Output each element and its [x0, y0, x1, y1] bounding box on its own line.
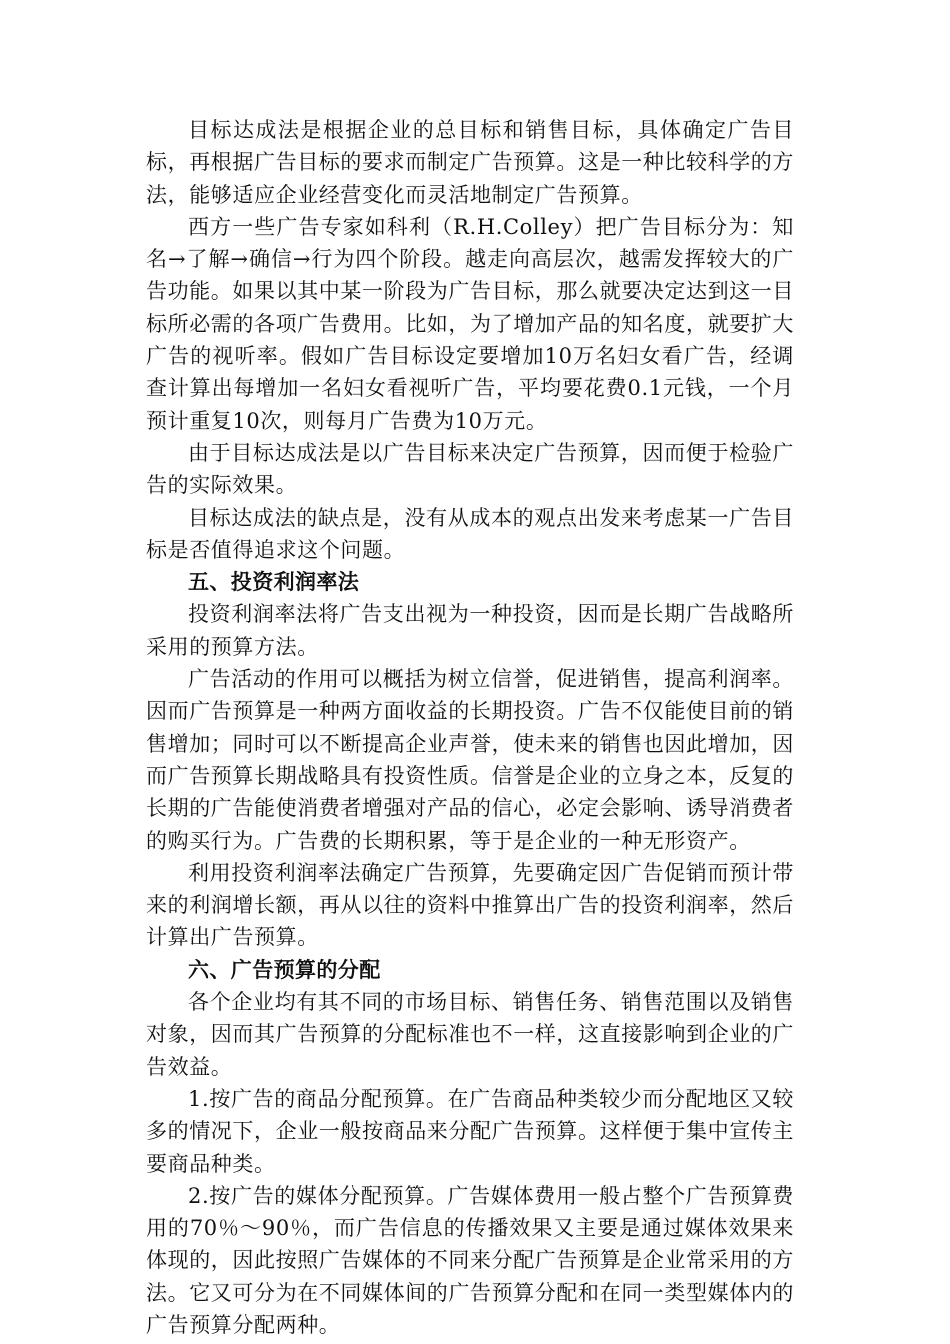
document-body	[146, 114, 794, 1341]
section-heading-roi-method: 五、投资利润率法	[188, 570, 360, 595]
paragraph-roi-investment-nature: 广告活动的作用可以概括为树立信誉，促进销售，提高利润率。因而广告预算是一种两方面收益的长期投资。广告不仅能使目前的销售增加；同时可以不断提高企业声誉，使未来的销售也因此增加，因而广告预算长期战略具有投资性质。信誉是企业的立身之本，反复的长期的广告能使消费者增强对产品的信心，必定会影响、诱导消费者的购买行为。广告费的长期积累，等于是企业的一种无形资产。	[146, 667, 794, 853]
paragraph-colley-stages: 西方一些广告专家如科利（R.H.Colley）把广告目标分为：知名→了解→确信→行为四个阶段。越走向高层次，越需发挥较大的广告功能。如果以其中某一阶段为广告目标，那么就要决定达到这一目标所必需的各项广告费用。比如，为了增加产品的知名度，就要扩大广告的视听率。假如广告目标设定要增加10万名妇女看广告，经调查计算出每增加一名妇女看视听广告，平均要花费0.1元钱，一个月预计重复10次，则每月广告费为10万元。	[146, 214, 794, 433]
paragraph-roi-calculation: 利用投资利润率法确定广告预算，先要确定因广告促销而预计带来的利润增长额，再从以往的资料中推算出广告的投资利润率，然后计算出广告预算。	[146, 860, 794, 950]
paragraph-goal-method-advantage: 由于目标达成法是以广告目标来决定广告预算，因而便于检验广告的实际效果。	[146, 440, 794, 498]
paragraph-allocation-intro: 各个企业均有其不同的市场目标、销售任务、销售范围以及销售对象，因而其广告预算的分配标准也不一样，这直接影响到企业的广告效益。	[146, 990, 794, 1079]
section-heading-budget-allocation: 六、广告预算的分配	[188, 957, 381, 982]
paragraph-roi-definition: 投资利润率法将广告支出视为一种投资，因而是长期广告战略所采用的预算方法。	[146, 602, 794, 659]
paragraph-allocation-by-product: 1.按广告的商品分配预算。在广告商品种类较少而分配地区又较多的情况下，企业一般按商品来分配广告预算。这样便于集中宣传主要商品种类。	[146, 1086, 794, 1176]
paragraph-allocation-by-media: 2.按广告的媒体分配预算。广告媒体费用一般占整个广告预算费用的70％～90％，而广告信息的传播效果又主要是通过媒体效果来体现的，因此按照广告媒体的不同来分配广告预算是企业常采用的方法。它又可分为在不同媒体间的广告预算分配和在同一类型媒体内的广告预算分配两种。	[146, 1183, 794, 1337]
paragraph-goal-method-definition: 目标达成法是根据企业的总目标和销售目标，具体确定广告目标，再根据广告目标的要求而制定广告预算。这是一种比较科学的方法，能够适应企业经营变化而灵活地制定广告预算。	[146, 118, 794, 207]
paragraph-goal-method-drawback: 目标达成法的缺点是，没有从成本的观点出发来考虑某一广告目标是否值得追求这个问题。	[146, 505, 794, 562]
